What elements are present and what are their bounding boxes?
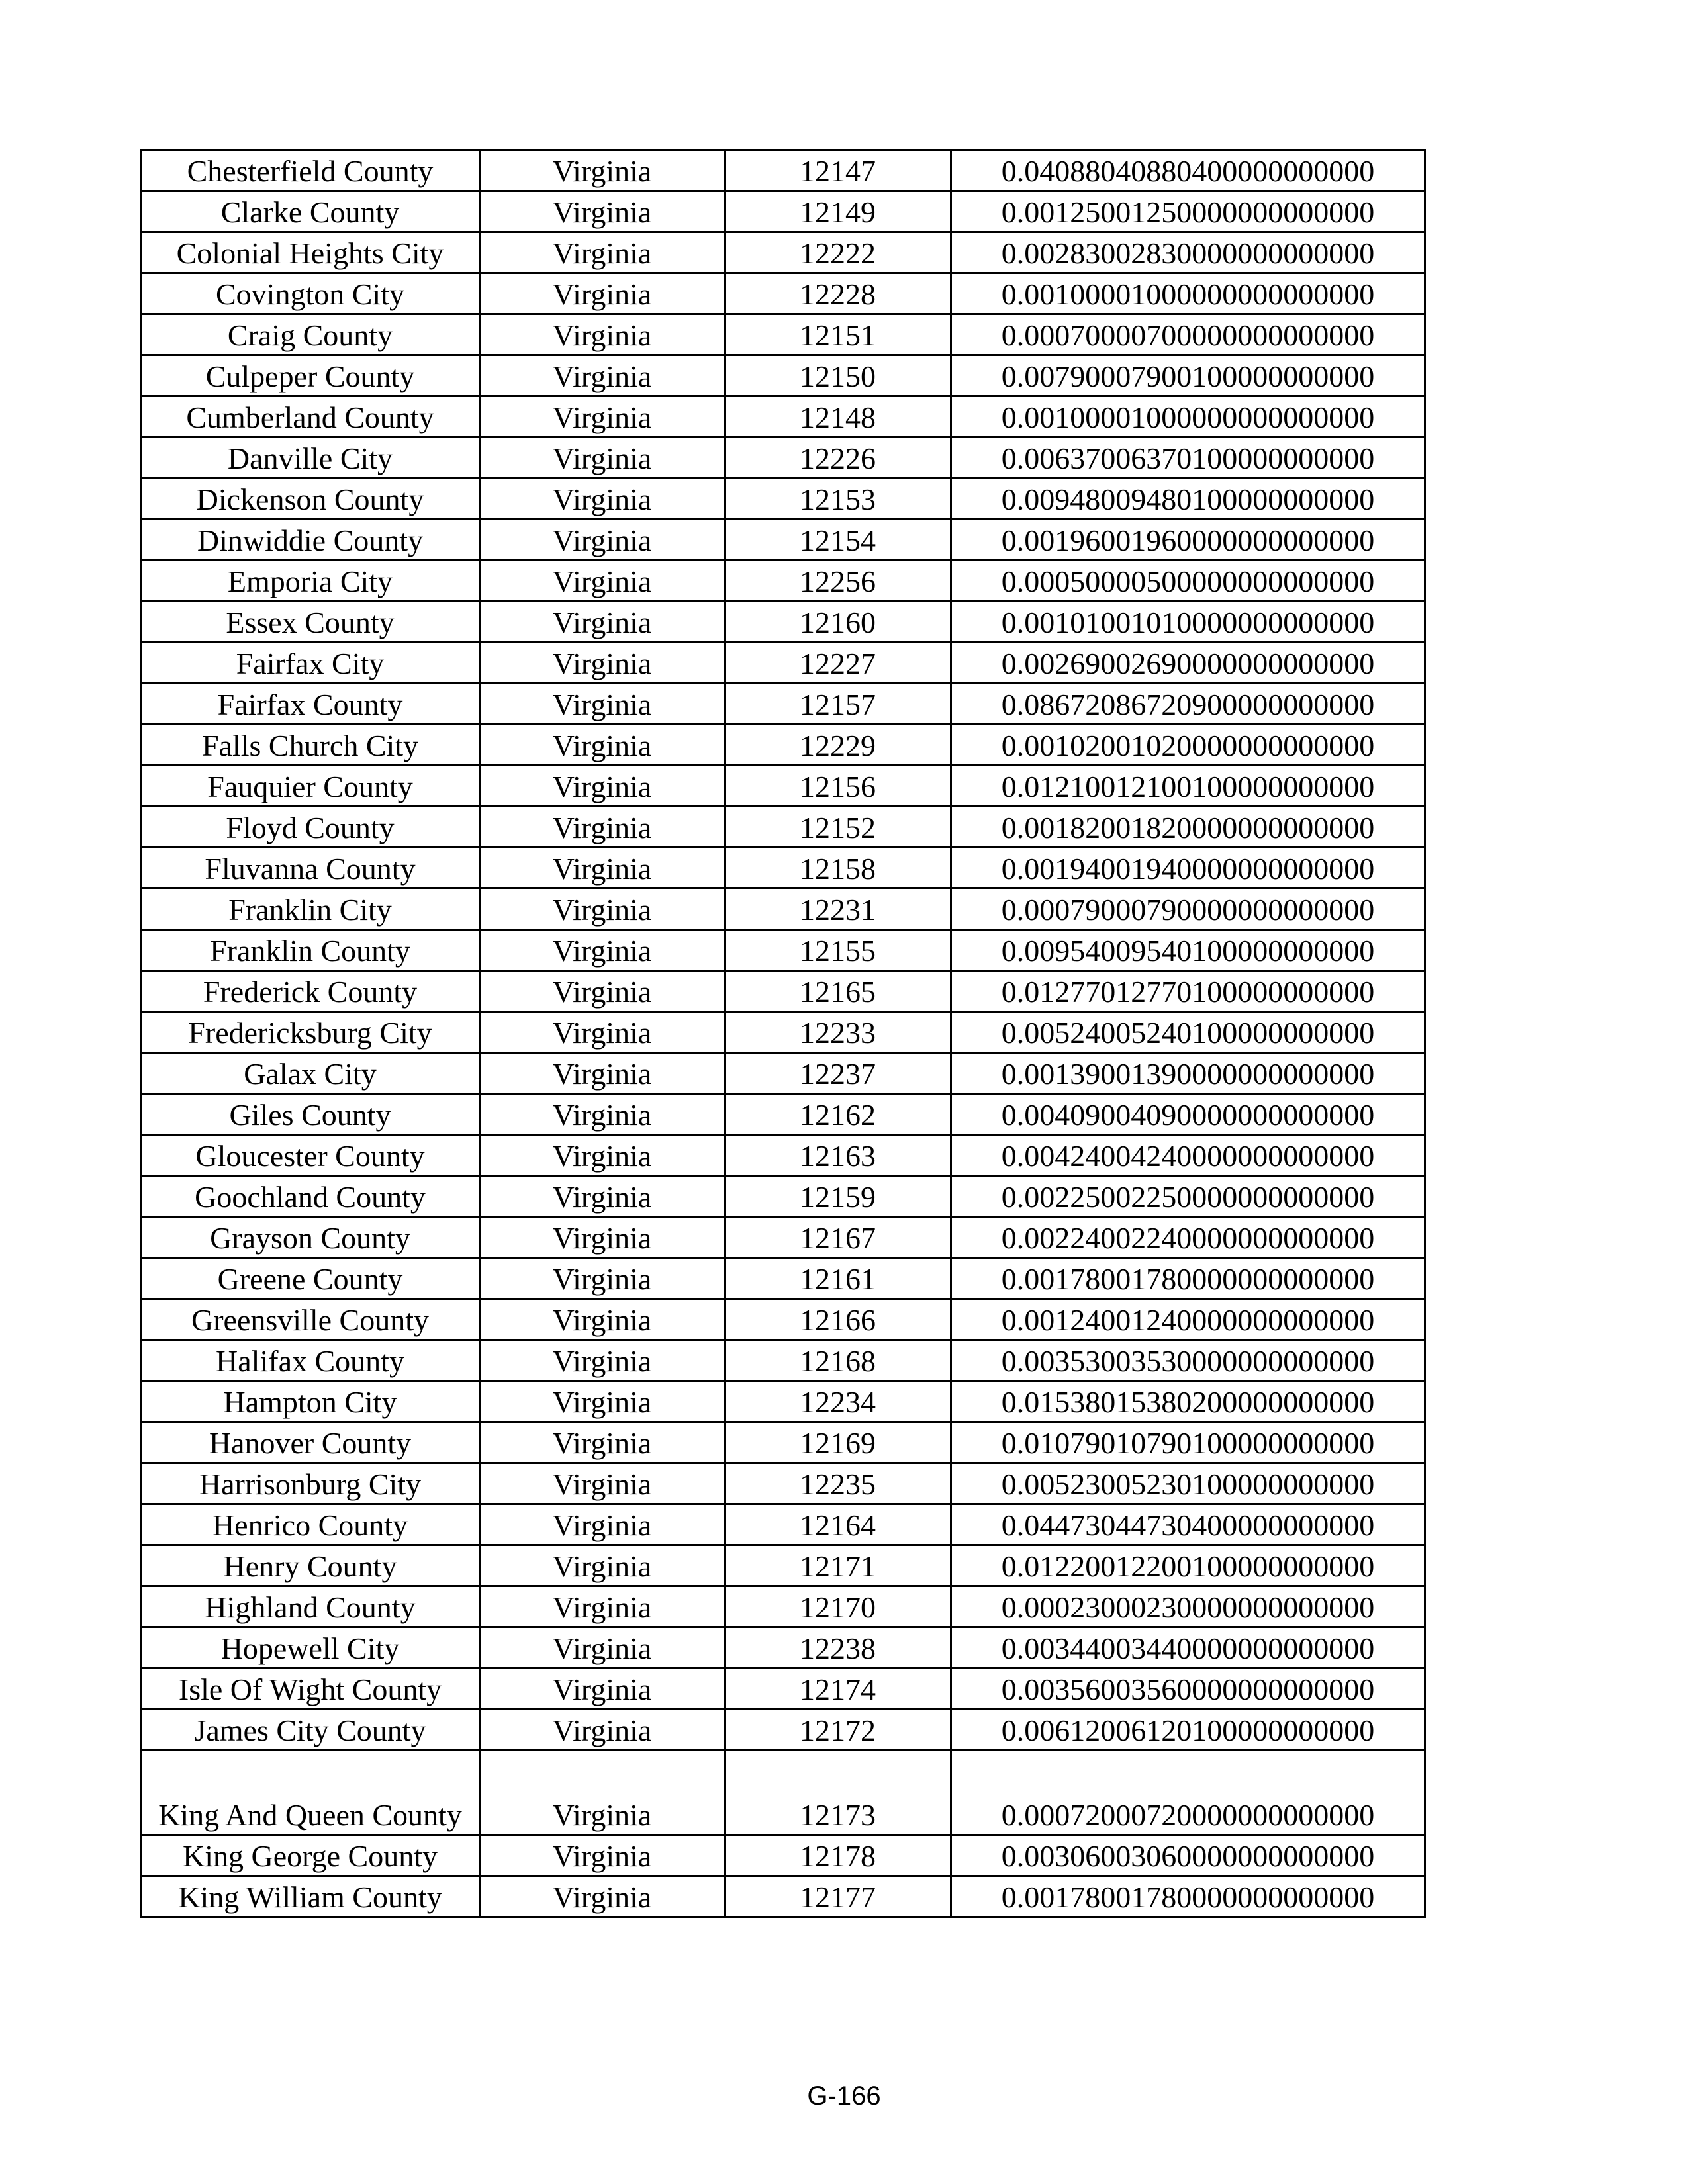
state-cell: Virginia (480, 1835, 725, 1876)
state-cell: Virginia (480, 314, 725, 355)
county-name-cell: Fredericksburg City (141, 1012, 480, 1053)
county-name-cell: Covington City (141, 273, 480, 314)
code-cell: 12160 (725, 602, 951, 643)
table-row (141, 478, 1425, 520)
state-cell: Virginia (480, 889, 725, 930)
code-cell: 12231 (725, 889, 951, 930)
county-name-cell: Giles County (141, 1094, 480, 1135)
value-cell: 0.00790007900100000000000 (951, 355, 1425, 396)
table-row (141, 1217, 1425, 1258)
code-cell: 12164 (725, 1504, 951, 1545)
code-cell: 12156 (725, 766, 951, 807)
value-cell: 0.00224002240000000000000 (951, 1217, 1425, 1258)
table-row (141, 1627, 1425, 1668)
value-cell: 0.00954009540100000000000 (951, 930, 1425, 971)
value-cell: 0.00023000230000000000000 (951, 1586, 1425, 1627)
state-cell: Virginia (480, 1176, 725, 1217)
code-cell: 12171 (725, 1545, 951, 1586)
code-cell: 12163 (725, 1135, 951, 1176)
table-row (141, 1668, 1425, 1709)
value-cell: 0.00948009480100000000000 (951, 478, 1425, 520)
value-cell: 0.00283002830000000000000 (951, 232, 1425, 273)
code-cell: 12238 (725, 1627, 951, 1668)
table-row (141, 930, 1425, 971)
code-cell: 12226 (725, 437, 951, 478)
state-cell: Virginia (480, 1053, 725, 1094)
state-cell: Virginia (480, 1751, 725, 1835)
value-cell: 0.00070000700000000000000 (951, 314, 1425, 355)
state-cell: Virginia (480, 807, 725, 848)
allocation-table (140, 149, 1426, 1918)
county-name-cell: Fairfax County (141, 684, 480, 725)
code-cell: 12152 (725, 807, 951, 848)
code-cell: 12256 (725, 561, 951, 602)
value-cell: 0.00079000790000000000000 (951, 889, 1425, 930)
table-row (141, 807, 1425, 848)
table-row (141, 725, 1425, 766)
value-cell: 0.00182001820000000000000 (951, 807, 1425, 848)
table-row (141, 1340, 1425, 1381)
code-cell: 12237 (725, 1053, 951, 1094)
table-row (141, 971, 1425, 1012)
table-row (141, 1094, 1425, 1135)
state-cell: Virginia (480, 848, 725, 889)
state-cell: Virginia (480, 766, 725, 807)
table-row (141, 1012, 1425, 1053)
county-name-cell: King William County (141, 1876, 480, 1917)
state-cell: Virginia (480, 273, 725, 314)
county-name-cell: Fauquier County (141, 766, 480, 807)
county-name-cell: James City County (141, 1709, 480, 1751)
code-cell: 12177 (725, 1876, 951, 1917)
code-cell: 12227 (725, 643, 951, 684)
table-row (141, 1751, 1425, 1835)
code-cell: 12168 (725, 1340, 951, 1381)
table-row (141, 437, 1425, 478)
state-cell: Virginia (480, 930, 725, 971)
county-name-cell: Hampton City (141, 1381, 480, 1422)
table-row (141, 1835, 1425, 1876)
code-cell: 12150 (725, 355, 951, 396)
county-name-cell: Franklin City (141, 889, 480, 930)
code-cell: 12148 (725, 396, 951, 437)
state-cell: Virginia (480, 1422, 725, 1463)
table-row (141, 520, 1425, 561)
state-cell: Virginia (480, 520, 725, 561)
table-row (141, 396, 1425, 437)
code-cell: 12233 (725, 1012, 951, 1053)
state-cell: Virginia (480, 1668, 725, 1709)
code-cell: 12155 (725, 930, 951, 971)
county-name-cell: Gloucester County (141, 1135, 480, 1176)
code-cell: 12161 (725, 1258, 951, 1299)
state-cell: Virginia (480, 1876, 725, 1917)
code-cell: 12229 (725, 725, 951, 766)
value-cell: 0.00306003060000000000000 (951, 1835, 1425, 1876)
value-cell: 0.00523005230100000000000 (951, 1463, 1425, 1504)
county-name-cell: Franklin County (141, 930, 480, 971)
table-row (141, 232, 1425, 273)
code-cell: 12159 (725, 1176, 951, 1217)
county-name-cell: Grayson County (141, 1217, 480, 1258)
table-body (141, 150, 1425, 1917)
code-cell: 12170 (725, 1586, 951, 1627)
state-cell: Virginia (480, 1381, 725, 1422)
value-cell: 0.00524005240100000000000 (951, 1012, 1425, 1053)
county-name-cell: Dinwiddie County (141, 520, 480, 561)
state-cell: Virginia (480, 1586, 725, 1627)
value-cell: 0.00269002690000000000000 (951, 643, 1425, 684)
county-name-cell: Craig County (141, 314, 480, 355)
value-cell: 0.00072000720000000000000 (951, 1751, 1425, 1835)
code-cell: 12167 (725, 1217, 951, 1258)
county-name-cell: Culpeper County (141, 355, 480, 396)
code-cell: 12222 (725, 232, 951, 273)
state-cell: Virginia (480, 150, 725, 191)
code-cell: 12151 (725, 314, 951, 355)
county-name-cell: Isle Of Wight County (141, 1668, 480, 1709)
table-row (141, 355, 1425, 396)
value-cell: 0.01277012770100000000000 (951, 971, 1425, 1012)
table-row (141, 1463, 1425, 1504)
state-cell: Virginia (480, 1299, 725, 1340)
state-cell: Virginia (480, 1094, 725, 1135)
state-cell: Virginia (480, 355, 725, 396)
county-name-cell: Henrico County (141, 1504, 480, 1545)
value-cell: 0.00424004240000000000000 (951, 1135, 1425, 1176)
county-name-cell: Colonial Heights City (141, 232, 480, 273)
state-cell: Virginia (480, 1340, 725, 1381)
county-name-cell: King And Queen County (141, 1751, 480, 1835)
code-cell: 12153 (725, 478, 951, 520)
table-row (141, 191, 1425, 232)
county-name-cell: Dickenson County (141, 478, 480, 520)
county-name-cell: Clarke County (141, 191, 480, 232)
code-cell: 12162 (725, 1094, 951, 1135)
county-name-cell: King George County (141, 1835, 480, 1876)
value-cell: 0.00100001000000000000000 (951, 273, 1425, 314)
table-row (141, 1876, 1425, 1917)
table-row (141, 1586, 1425, 1627)
table-row (141, 1422, 1425, 1463)
county-name-cell: Floyd County (141, 807, 480, 848)
code-cell: 12228 (725, 273, 951, 314)
table-row (141, 1053, 1425, 1094)
table-row (141, 889, 1425, 930)
county-name-cell: Halifax County (141, 1340, 480, 1381)
county-name-cell: Hopewell City (141, 1627, 480, 1668)
code-cell: 12154 (725, 520, 951, 561)
state-cell: Virginia (480, 1258, 725, 1299)
code-cell: 12165 (725, 971, 951, 1012)
page-number: G-166 (807, 2081, 881, 2111)
value-cell: 0.00409004090000000000000 (951, 1094, 1425, 1135)
county-name-cell: Highland County (141, 1586, 480, 1627)
code-cell: 12178 (725, 1835, 951, 1876)
code-cell: 12172 (725, 1709, 951, 1751)
code-cell: 12147 (725, 150, 951, 191)
value-cell: 0.04473044730400000000000 (951, 1504, 1425, 1545)
value-cell: 0.00353003530000000000000 (951, 1340, 1425, 1381)
county-name-cell: Danville City (141, 437, 480, 478)
table-row (141, 1176, 1425, 1217)
value-cell: 0.00225002250000000000000 (951, 1176, 1425, 1217)
value-cell: 0.04088040880400000000000 (951, 150, 1425, 191)
value-cell: 0.00178001780000000000000 (951, 1258, 1425, 1299)
state-cell: Virginia (480, 396, 725, 437)
value-cell: 0.00050000500000000000000 (951, 561, 1425, 602)
table-row (141, 848, 1425, 889)
state-cell: Virginia (480, 971, 725, 1012)
code-cell: 12169 (725, 1422, 951, 1463)
table-row (141, 1709, 1425, 1751)
state-cell: Virginia (480, 1709, 725, 1751)
value-cell: 0.00102001020000000000000 (951, 725, 1425, 766)
state-cell: Virginia (480, 1463, 725, 1504)
state-cell: Virginia (480, 1012, 725, 1053)
county-name-cell: Goochland County (141, 1176, 480, 1217)
table-row (141, 1545, 1425, 1586)
state-cell: Virginia (480, 643, 725, 684)
code-cell: 12158 (725, 848, 951, 889)
state-cell: Virginia (480, 1135, 725, 1176)
state-cell: Virginia (480, 1217, 725, 1258)
code-cell: 12149 (725, 191, 951, 232)
state-cell: Virginia (480, 602, 725, 643)
code-cell: 12166 (725, 1299, 951, 1340)
state-cell: Virginia (480, 1545, 725, 1586)
code-cell: 12157 (725, 684, 951, 725)
table-row (141, 1381, 1425, 1422)
county-name-cell: Chesterfield County (141, 150, 480, 191)
value-cell: 0.00178001780000000000000 (951, 1876, 1425, 1917)
county-name-cell: Emporia City (141, 561, 480, 602)
table-row (141, 602, 1425, 643)
code-cell: 12234 (725, 1381, 951, 1422)
county-name-cell: Falls Church City (141, 725, 480, 766)
county-name-cell: Essex County (141, 602, 480, 643)
state-cell: Virginia (480, 232, 725, 273)
code-cell: 12174 (725, 1668, 951, 1709)
state-cell: Virginia (480, 437, 725, 478)
state-cell: Virginia (480, 478, 725, 520)
county-name-cell: Greene County (141, 1258, 480, 1299)
state-cell: Virginia (480, 725, 725, 766)
value-cell: 0.00356003560000000000000 (951, 1668, 1425, 1709)
value-cell: 0.00125001250000000000000 (951, 191, 1425, 232)
county-name-cell: Fluvanna County (141, 848, 480, 889)
value-cell: 0.00344003440000000000000 (951, 1627, 1425, 1668)
value-cell: 0.08672086720900000000000 (951, 684, 1425, 725)
value-cell: 0.00196001960000000000000 (951, 520, 1425, 561)
table-row (141, 1258, 1425, 1299)
code-cell: 12235 (725, 1463, 951, 1504)
table-row (141, 273, 1425, 314)
table-row (141, 1135, 1425, 1176)
table-row (141, 561, 1425, 602)
county-name-cell: Galax City (141, 1053, 480, 1094)
county-name-cell: Cumberland County (141, 396, 480, 437)
value-cell: 0.00612006120100000000000 (951, 1709, 1425, 1751)
table-row (141, 684, 1425, 725)
value-cell: 0.00637006370100000000000 (951, 437, 1425, 478)
value-cell: 0.00100001000000000000000 (951, 396, 1425, 437)
state-cell: Virginia (480, 1627, 725, 1668)
county-name-cell: Greensville County (141, 1299, 480, 1340)
table-row (141, 766, 1425, 807)
state-cell: Virginia (480, 191, 725, 232)
value-cell: 0.00124001240000000000000 (951, 1299, 1425, 1340)
value-cell: 0.01079010790100000000000 (951, 1422, 1425, 1463)
table-row (141, 150, 1425, 191)
value-cell: 0.00139001390000000000000 (951, 1053, 1425, 1094)
value-cell: 0.01220012200100000000000 (951, 1545, 1425, 1586)
state-cell: Virginia (480, 561, 725, 602)
table-row (141, 1299, 1425, 1340)
value-cell: 0.00101001010000000000000 (951, 602, 1425, 643)
table-row (141, 1504, 1425, 1545)
value-cell: 0.01210012100100000000000 (951, 766, 1425, 807)
state-cell: Virginia (480, 1504, 725, 1545)
value-cell: 0.01538015380200000000000 (951, 1381, 1425, 1422)
table-row (141, 314, 1425, 355)
table-row (141, 643, 1425, 684)
state-cell: Virginia (480, 684, 725, 725)
value-cell: 0.00194001940000000000000 (951, 848, 1425, 889)
county-name-cell: Frederick County (141, 971, 480, 1012)
county-name-cell: Harrisonburg City (141, 1463, 480, 1504)
county-name-cell: Hanover County (141, 1422, 480, 1463)
code-cell: 12173 (725, 1751, 951, 1835)
county-name-cell: Henry County (141, 1545, 480, 1586)
county-name-cell: Fairfax City (141, 643, 480, 684)
